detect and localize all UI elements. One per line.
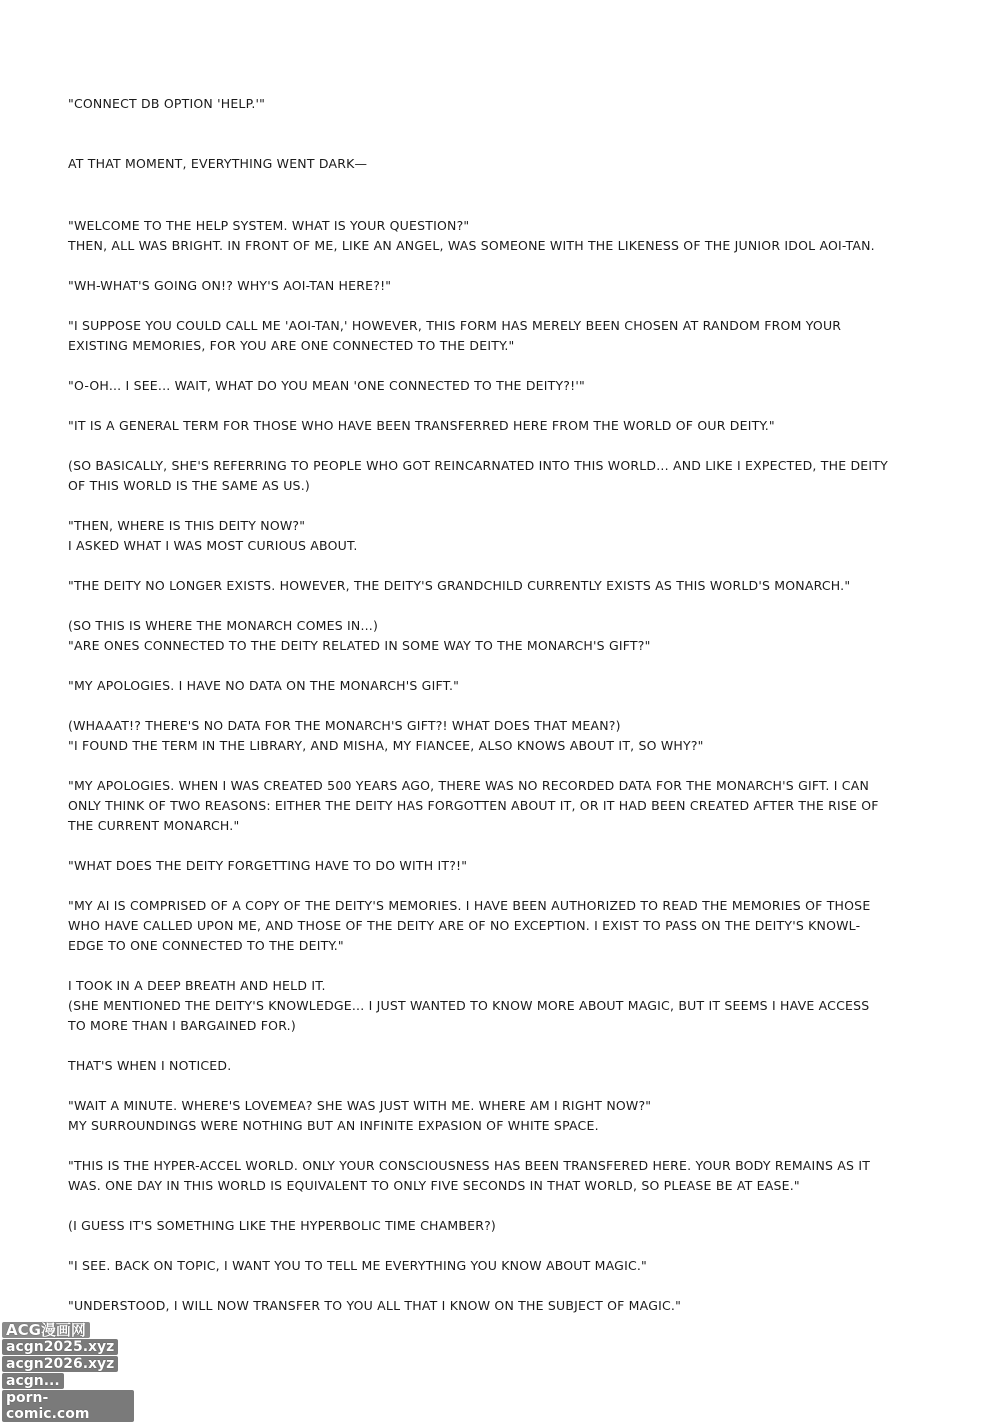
text-line: (WHAAAT!? THERE'S NO DATA FOR THE MONARCH'S GIFT?! WHAT DOES THAT MEAN?): [68, 718, 621, 733]
text-line: "MY APOLOGIES. I HAVE NO DATA ON THE MONARCH'S GIFT.": [68, 678, 460, 693]
watermark-line: ACG漫画网: [2, 1322, 90, 1338]
text-line: (SHE MENTIONED THE DEITY'S KNOWLEDGE... I JUST WANTED TO KNOW MORE ABOUT MAGIC, BUT IT SEEMS I HAVE ACCESS: [68, 998, 870, 1013]
text-line: THE CURRENT MONARCH.": [68, 818, 240, 833]
text-line: "WAIT A MINUTE. WHERE'S LOVEMEA? SHE WAS JUST WITH ME. WHERE AM I RIGHT NOW?": [68, 1098, 652, 1113]
text-line: "THIS IS THE HYPER-ACCEL WORLD. ONLY YOUR CONSCIOUSNESS HAS BEEN TRANSFERED HERE. YOUR BODY REMAINS AS IT: [68, 1158, 871, 1173]
text-line: (SO THIS IS WHERE THE MONARCH COMES IN...): [68, 618, 379, 633]
text-line: EXISTING MEMORIES, FOR YOU ARE ONE CONNECTED TO THE DEITY.": [68, 338, 515, 353]
text-line: EDGE TO ONE CONNECTED TO THE DEITY.": [68, 938, 344, 953]
text-line: "CONNECT DB OPTION 'HELP.'": [68, 96, 266, 111]
text-line: "I SEE. BACK ON TOPIC, I WANT YOU TO TELL ME EVERYTHING YOU KNOW ABOUT MAGIC.": [68, 1258, 648, 1273]
watermark-line: porn-comic.com: [2, 1390, 134, 1422]
text-line: "WHAT DOES THE DEITY FORGETTING HAVE TO DO WITH IT?!": [68, 858, 468, 873]
text-line: "MY APOLOGIES. WHEN I WAS CREATED 500 YEARS AGO, THERE WAS NO RECORDED DATA FOR THE MONARCH'S GIFT. I CAN: [68, 778, 869, 793]
text-line: "THEN, WHERE IS THIS DEITY NOW?": [68, 518, 306, 533]
text-line: "ARE ONES CONNECTED TO THE DEITY RELATED IN SOME WAY TO THE MONARCH'S GIFT?": [68, 638, 651, 653]
text-line: (SO BASICALLY, SHE'S REFERRING TO PEOPLE WHO GOT REINCARNATED INTO THIS WORLD... AND LIKE I EXPECTED, THE DEITY: [68, 458, 888, 473]
text-line: "UNDERSTOOD, I WILL NOW TRANSFER TO YOU ALL THAT I KNOW ON THE SUBJECT OF MAGIC.": [68, 1298, 682, 1313]
text-line: "MY AI IS COMPRISED OF A COPY OF THE DEITY'S MEMORIES. I HAVE BEEN AUTHORIZED TO READ THE MEMORIES OF THOSE: [68, 898, 871, 913]
text-line: WHO HAVE CALLED UPON ME, AND THOSE OF THE DEITY ARE OF NO EXCEPTION. I EXIST TO PASS ON THE DEITY'S KNOWL-: [68, 918, 861, 933]
site-watermark: [2, 1322, 134, 1423]
watermark-line: acgn...: [2, 1373, 64, 1389]
text-line: I ASKED WHAT I WAS MOST CURIOUS ABOUT.: [68, 538, 358, 553]
text-line: "IT IS A GENERAL TERM FOR THOSE WHO HAVE BEEN TRANSFERRED HERE FROM THE WORLD OF OUR DEITY.": [68, 418, 775, 433]
text-line: MY SURROUNDINGS WERE NOTHING BUT AN INFINITE EXPASION OF WHITE SPACE.: [68, 1118, 599, 1133]
text-line: TO MORE THAN I BARGAINED FOR.): [68, 1018, 296, 1033]
text-line: "WH-WHAT'S GOING ON!? WHY'S AOI-TAN HERE?!": [68, 278, 392, 293]
text-line: ONLY THINK OF TWO REASONS: EITHER THE DEITY HAS FORGOTTEN ABOUT IT, OR IT HAD BEEN CREATED AFTER THE RISE OF: [68, 798, 879, 813]
text-line: THAT'S WHEN I NOTICED.: [68, 1058, 232, 1073]
text-line: AT THAT MOMENT, EVERYTHING WENT DARK—: [68, 156, 368, 171]
watermark-line: acgn2026.xyz: [2, 1356, 118, 1372]
watermark-line: acgn2025.xyz: [2, 1339, 118, 1355]
text-line: (I GUESS IT'S SOMETHING LIKE THE HYPERBOLIC TIME CHAMBER?): [68, 1218, 497, 1233]
text-line: "I SUPPOSE YOU COULD CALL ME 'AOI-TAN,' HOWEVER, THIS FORM HAS MERELY BEEN CHOSEN AT RANDOM FROM YOUR: [68, 318, 842, 333]
text-line: "O-OH... I SEE... WAIT, WHAT DO YOU MEAN 'ONE CONNECTED TO THE DEITY?!'": [68, 378, 585, 393]
text-line: "WELCOME TO THE HELP SYSTEM. WHAT IS YOUR QUESTION?": [68, 218, 470, 233]
text-line: "THE DEITY NO LONGER EXISTS. HOWEVER, THE DEITY'S GRANDCHILD CURRENTLY EXISTS AS THIS WORLD'S MONARCH.": [68, 578, 851, 593]
text-line: "I FOUND THE TERM IN THE LIBRARY, AND MISHA, MY FIANCEE, ALSO KNOWS ABOUT IT, SO WHY?": [68, 738, 704, 753]
text-line: OF THIS WORLD IS THE SAME AS US.): [68, 478, 310, 493]
story-text: [68, 94, 948, 1316]
text-line: THEN, ALL WAS BRIGHT. IN FRONT OF ME, LIKE AN ANGEL, WAS SOMEONE WITH THE LIKENESS OF THE JUNIOR IDOL AOI-TAN.: [68, 238, 875, 253]
text-line: I TOOK IN A DEEP BREATH AND HELD IT.: [68, 978, 326, 993]
text-line: WAS. ONE DAY IN THIS WORLD IS EQUIVALENT TO ONLY FIVE SECONDS IN THAT WORLD, SO PLEASE BE AT EASE.": [68, 1178, 800, 1193]
